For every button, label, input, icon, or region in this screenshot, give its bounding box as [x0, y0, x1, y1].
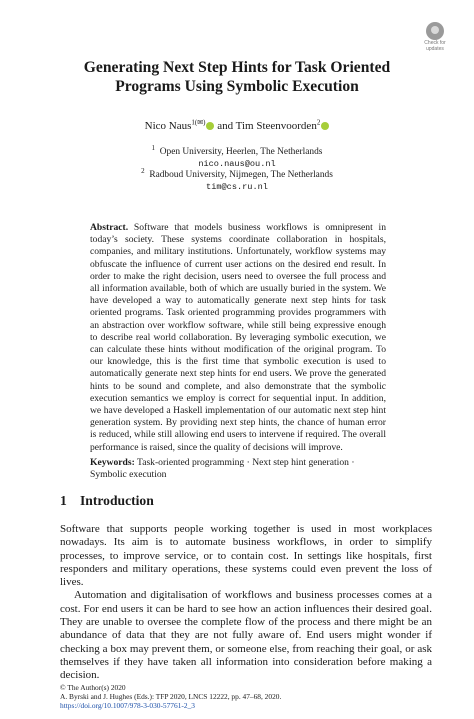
- affiliation-2-num: 2: [141, 166, 145, 175]
- author-line: [60, 120, 414, 132]
- keywords: [90, 457, 386, 481]
- affiliation-2-email[interactable]: tim@cs.ru.nl: [206, 182, 268, 192]
- citation: A. Byrski and J. Hughes (Eds.): TFP 2020, LNCS 12222, pp. 47–68, 2020.: [60, 692, 282, 702]
- abstract-label: Abstract.: [90, 222, 129, 233]
- affiliation-1: [60, 143, 414, 157]
- author-2-sup: 2: [316, 118, 321, 127]
- affiliation-1-name: Open University, Heerlen, The Netherlands: [159, 147, 323, 157]
- paper-title: Generating Next Step Hints for Task Oriented Programs Using Symbolic Execution: [83, 59, 391, 95]
- check-for-updates-badge[interactable]: [418, 22, 452, 56]
- paragraph: Software that supports people working together is used in most workplaces nowadays. Its aim is to automate business workflows, in order to simplify processes, to improve service, or to contain cost. In settings like hospitals, first responders and military operations, these systems could even prevent the loss of lives.: [60, 523, 432, 589]
- paragraph: Automation and digitalisation of workflows and business processes comes at a cost. For end users it can be hard to see how an action influences their desired goal. They are unable to oversee the complete flow of the process and there might be an abundance of data that they are not fully aware of. End users might wonder if checking a box may prevent them, or someone else, from reaching their goal, or ask themselves if they have taken all information into consideration before making a decision.: [60, 589, 432, 682]
- badge-line2: updates: [426, 46, 444, 52]
- section-title: Introduction: [80, 493, 154, 508]
- author-1-sup: 1(✉): [191, 118, 206, 127]
- affiliation-2-name: Radboud University, Nijmegen, The Netherlands: [149, 170, 333, 180]
- author-1: Nico Naus: [144, 120, 192, 132]
- keywords-text: Task-oriented programming · Next step hint generation · Symbolic execution: [90, 457, 355, 481]
- author-separator: and: [217, 120, 234, 132]
- copyright: © The Author(s) 2020: [60, 683, 126, 692]
- body-text: [60, 523, 432, 683]
- crossmark-icon: [426, 22, 444, 40]
- section-number: 1: [60, 493, 67, 508]
- abstract-text: Software that models business workflows is omnipresent in today’s society. These systems coordinate collaboration in hospitals, companies, and military institutions. Unfortunately, workflow systems may obfuscate the influence of current user actions on the desired end result. In order to make the right decision, users need to oversee the full process and all information available, both of which are usually buried in the system. We have developed a way to automatically generate next step hints for task oriented programs. Task oriented programming provides programmers with an abstraction over workflow software, while still being expressive enough to describe real world collaboration. By leveraging symbolic execution, we can calculate these hints without modification of the original program. To our knowledge, this is the first time that symbolic execution is used to automatically generate next step hints for end users. We prove the generated hints to be sound and complete, and also demonstrate that the symbolic execution semantics we employ is correct for sequential input. In addition, we have developed a Haskell implementation of our automatic next step hint generation system. By providing next step hints, the chance of human error is reduced, while still allowing end users to intervene if required. The overall performance is raised, since the quality of decisions will improve.: [90, 222, 386, 453]
- badge-line1: Check for: [424, 40, 446, 46]
- abstract: [90, 222, 386, 454]
- affiliation-1-email[interactable]: nico.naus@ou.nl: [198, 159, 276, 169]
- section-heading: [60, 493, 154, 509]
- author-2: Tim Steenvoorden: [235, 120, 317, 132]
- doi-link[interactable]: https://doi.org/10.1007/978-3-030-57761-2_3: [60, 701, 195, 711]
- orcid-icon[interactable]: [321, 122, 329, 130]
- footer: [60, 683, 281, 711]
- affiliation-2: [60, 166, 414, 180]
- orcid-icon[interactable]: [206, 122, 214, 130]
- affiliation-1-num: 1: [151, 143, 156, 152]
- keywords-label: Keywords:: [90, 457, 135, 468]
